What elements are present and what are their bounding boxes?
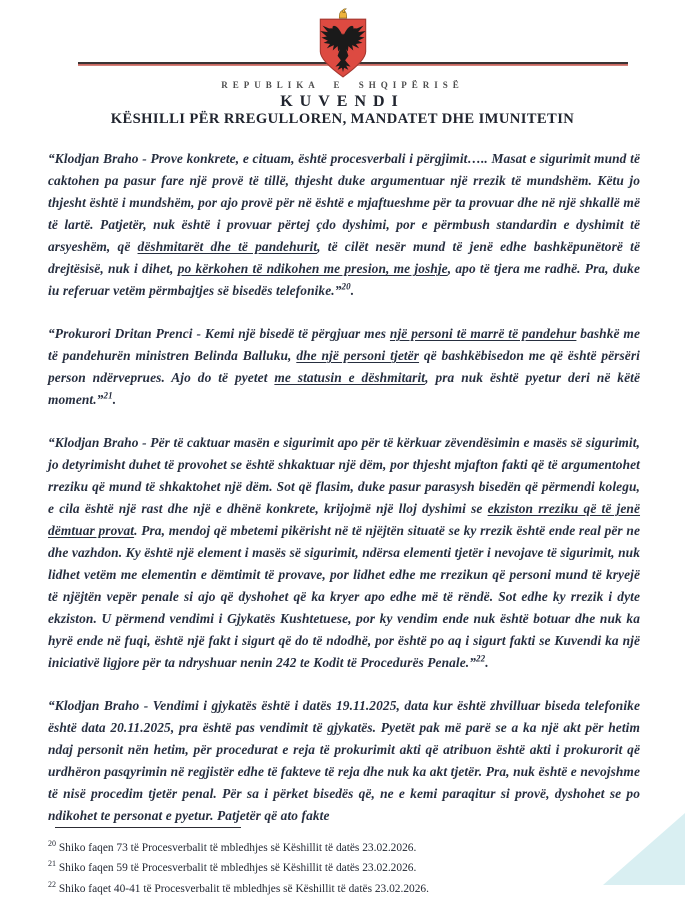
footnote-separator bbox=[55, 827, 241, 828]
institution-title: KUVENDI bbox=[280, 93, 405, 110]
text-segment: , apo të tjera me radhë. Pra, duke iu referuar vetëm përmbajtjes së bisedës telefonike.” bbox=[48, 261, 640, 298]
footnote-number: 20 bbox=[48, 839, 56, 848]
footnote-text: Shiko faqet 40-41 të Procesverbalit të mbledhjes së Këshillit të datës 23.02.2026. bbox=[56, 882, 429, 895]
footnote-number: 21 bbox=[48, 859, 56, 869]
text-segment: . bbox=[350, 283, 355, 298]
underlined-text-segment: dhe një personi tjetër bbox=[296, 348, 420, 363]
footnote-line bbox=[48, 856, 648, 876]
coat-of-arms-icon bbox=[316, 8, 370, 80]
footnote-number: 22 bbox=[48, 879, 56, 889]
body-paragraph bbox=[48, 323, 640, 411]
footnote-reference: 20 bbox=[341, 281, 351, 292]
text-segment: “Klodjan Braho - Prove konkrete, e cituam, është procesverbali i përgjimit….. Masat e sigurimit mund të caktohen pa pasur fare një provë të tillë, thjesht duke argumentuar një rrezik të mundshëm. Këtu jo thjesht është i mundshëm, por ajo provë për në është e mjaftueshme për ta provuar dhe në një shkallë më të lartë. Patjetër, nuk është i provuar përtej çdo dyshimi, por e përmbush standardin e dyshimit të arsyeshëm, që bbox=[48, 151, 640, 254]
text-segment: “Prokurori Dritan Prenci - Kemi një bisedë të përgjuar mes bbox=[48, 326, 390, 341]
republic-line: REPUBLIKA E SHQIPËRISË bbox=[221, 80, 464, 90]
text-segment: bashkë me të pandehurën ministren Belinda Balluku, bbox=[48, 326, 640, 363]
text-segment: . bbox=[112, 392, 117, 407]
footnote-line bbox=[48, 877, 648, 897]
body-paragraph bbox=[48, 432, 640, 674]
body-paragraph bbox=[48, 695, 640, 827]
text-segment: “Klodjan Braho - Vendimi i gjykatës është i datës 19.11.2025, data kur është zhvilluar biseda telefonike është data 20.11.2025, pra është pas vendimit të gjykatës. Pyetët pak më parë se a ka një akt për hetim ndaj personit nën hetim, për procedurat e reja të prokurimit akti që atribuon është akti i prokurorit që urdhëron pasqyrimin në regjistër edhe të fakteve të reja dhe nuk ka akt tjetër. Pra, nuk është e nevojshme të nisë procedim tjetër penal. Për sa i përket bisedës që, ne e kemi paraqitur si provë, dyshohet se po ndikohet te personat e pyetur. Patjetër që ato fakte bbox=[48, 698, 640, 823]
underlined-text-segment: një personi të marrë të pandehur bbox=[389, 326, 577, 341]
footnotes bbox=[48, 836, 648, 897]
text-segment: “Klodjan Braho - Për të caktuar masën e sigurimit apo për të kërkuar zëvendësimin e masës së sigurimit, jo detyrimisht duhet të provohet se është shkaktuar një dëm, por thjesht mjafton fakti që të argumentohet rreziku që mund të shkaktohet një dëm. Sot që flasim, duke pasur parasysh bisedën që përmendi kolegu, e cila është një rast dhe një e dhënë konkrete, krijojmë një lloj dyshimi se bbox=[48, 435, 640, 516]
underlined-text-segment: ekziston rreziku që të jenë dëmtuar provat bbox=[48, 501, 641, 538]
council-title: KËSHILLI PËR RREGULLOREN, MANDATET DHE IMUNITETIN bbox=[110, 111, 575, 127]
text-segment: , të cilët nesër mund të jenë edhe bashkëpunëtorë të drejtësisë, nuk i dihet, bbox=[48, 239, 640, 276]
text-segment: . bbox=[485, 655, 489, 670]
underlined-text-segment: po kërkohen të ndikohen me presion, me joshje bbox=[177, 261, 448, 276]
albanian-eagle-emblem bbox=[0, 8, 685, 80]
footnote-text: Shiko faqen 73 të Procesverbalit të mbledhjes së Këshillit të datës 23.02.2026. bbox=[56, 841, 417, 854]
text-segment: . Pra, mendoj që mbetemi pikërisht në të njëjtën situatë se ky rrezik është ende real për ne dhe vazhdon. Ky është një element i masës së sigurimit, ndërsa elementi tjetër i nevojave të sigurimit, nuk lidhet vetëm me elementin e dëmtimit të provave, por lidhet edhe me rrezikun që personi mund të kryejë të njëjtën vepër penale si ajo që dyshohet që ka kryer apo edhe më të rëndë. Sot edhe ky rrezik i dyte ekziston. U përmend vendimi i Gjykatës Kushtetuese, por ky vendim ende nuk është botuar dhe nuk ka hyrë ende në fuqi, është një fakt i sigurt që do të ndodhë, por është po aq i sigurt fakti se Kuvendi ka një iniciativë ligjore për ta ndryshuar nenin 242 te Kodit të Procedurës Penale.” bbox=[48, 523, 640, 670]
body-paragraph bbox=[48, 148, 640, 302]
underlined-text-segment: dëshmitarët dhe të pandehurit bbox=[137, 239, 318, 254]
underlined-text-segment: me statusin e dëshmitarit bbox=[274, 370, 426, 385]
text-segment: që bashkëbisedon me që është përsëri person ndërveprues. Ajo do të pyetet bbox=[48, 348, 640, 385]
footnote-reference: 22 bbox=[476, 653, 486, 664]
footnote-line bbox=[48, 836, 648, 856]
footnote-reference: 21 bbox=[103, 390, 113, 401]
document-body bbox=[48, 148, 640, 848]
text-segment: , pra nuk është pyetur deri në këtë moment.” bbox=[48, 370, 640, 407]
footnote-text: Shiko faqen 59 të Procesverbalit të mbledhjes së Këshillit të datës 23.02.2026. bbox=[56, 862, 417, 875]
